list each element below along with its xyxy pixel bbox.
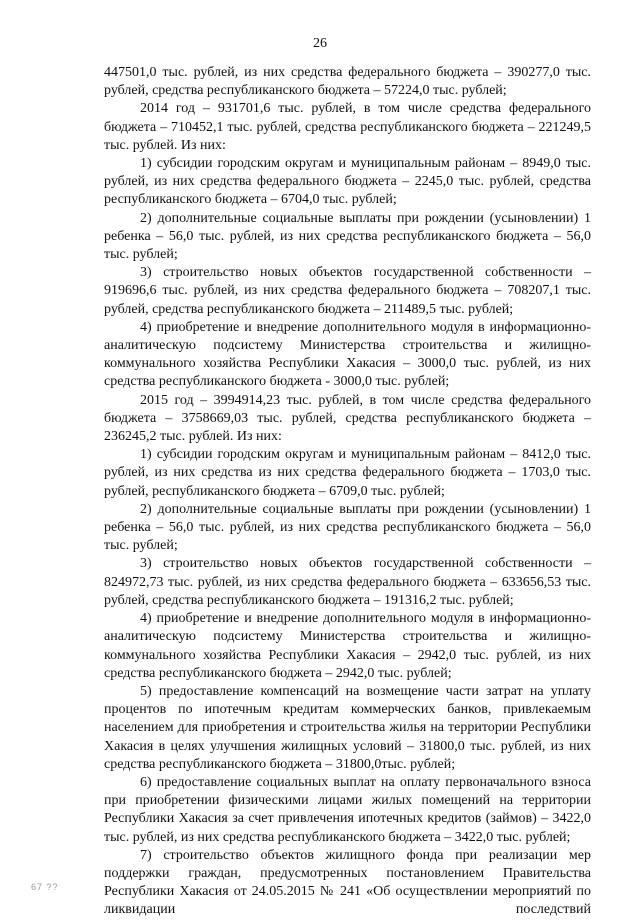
- paragraph: 2015 год – 3994914,23 тыс. рублей, в том числе средства федерального бюджета – 3758669,03 тыс. рублей, средства республиканского бюджета – 236245,2 тыс. рублей. Из них:: [104, 392, 591, 445]
- paragraph: 2014 год – 931701,6 тыс. рублей, в том числе средства федерального бюджета – 710452,1 тыс. рублей, средства республиканского бюджета – 221249,5 тыс. рублей. Из них:: [104, 101, 591, 153]
- paragraph: 447501,0 тыс. рублей, из них средства федерального бюджета – 390277,0 тыс. рублей, средства республиканского бюджета – 57224,0 тыс. рублей;: [104, 65, 591, 99]
- paragraph: 5) предоставление компенсаций на возмещение части затрат на уплату процентов по ипотечным кредитам коммерческих банков, привлекаемым населением для приобретения и строительства жилья на территории Республики Хакасия в целях улучшения жилищных условий – 31800,0 тыс. рублей, из них средства республиканского бюджета – 31800,0тыс. рублей;: [104, 683, 591, 772]
- footer-mark: 67 ??: [31, 882, 59, 892]
- paragraph: 4) приобретение и внедрение дополнительного модуля в информационно-аналитическую подсистему Министерства строительства и жилищно-коммунального хозяйства Республики Хакасия – 2942,0 тыс. рублей, из них средства республиканского бюджета – 2942,0 тыс. рублей;: [104, 611, 591, 681]
- paragraph: 1) субсидии городским округам и муниципальным районам – 8412,0 тыс. рублей, из них средства из них средства федерального бюджета – 1703,0 тыс. рублей, республиканского бюджета – 6709,0 тыс. рублей;: [104, 447, 591, 499]
- paragraph: 3) строительство новых объектов государственной собственности – 824972,73 тыс. рублей, из них средства федерального бюджета – 633656,53 тыс. рублей, средства республиканского бюджета – 191316,2 тыс. рублей;: [104, 556, 591, 608]
- paragraph: 1) субсидии городским округам и муниципальным районам – 8949,0 тыс. рублей, из них средства федерального бюджета – 2245,0 тыс. рублей, средства республиканского бюджета – 6704,0 тыс. рублей;: [104, 156, 591, 208]
- paragraph: 2) дополнительные социальные выплаты при рождении (усыновлении) 1 ребенка – 56,0 тыс. рублей, из них средства республиканского бюджета – 56,0 тыс. рублей;: [104, 210, 591, 263]
- paragraph: 2) дополнительные социальные выплаты при рождении (усыновлении) 1 ребенка – 56,0 тыс. рублей, из них средства республиканского бюджета – 56,0 тыс. рублей;: [104, 501, 591, 554]
- paragraph: 3) строительство новых объектов государственной собственности – 919696,6 тыс. рублей, из них средства федерального бюджета – 708207,1 тыс. рублей, средства республиканского бюджета – 211489,5 тыс. рублей;: [104, 265, 591, 317]
- document-body: [104, 64, 591, 920]
- paragraph: 7) строительство объектов жилищного фонда при реализации мер поддержки граждан, предусмотренных постановлением Правительства Республики Хакасия от 24.05.2015 № 241 «Об осуществлении мероприятий по ликвидации последствий: [104, 847, 591, 918]
- page-number: 26: [313, 36, 327, 51]
- paragraph: 4) приобретение и внедрение дополнительного модуля в информационно-аналитическую подсистему Министерства строительства и жилищно-коммунального хозяйства Республики Хакасия – 3000,0 тыс. рублей, из них средства республиканского бюджета - 3000,0 тыс. рублей;: [104, 319, 591, 390]
- paragraph: 6) предоставление социальных выплат на оплату первоначального взноса при приобретении физическими лицами жилых помещений на территории Республики Хакасия за счет привлечения ипотечных кредитов (займов) – 3422,0 тыс. рублей, из них средства республиканского бюджета – 3422,0 тыс. рублей;: [104, 774, 591, 845]
